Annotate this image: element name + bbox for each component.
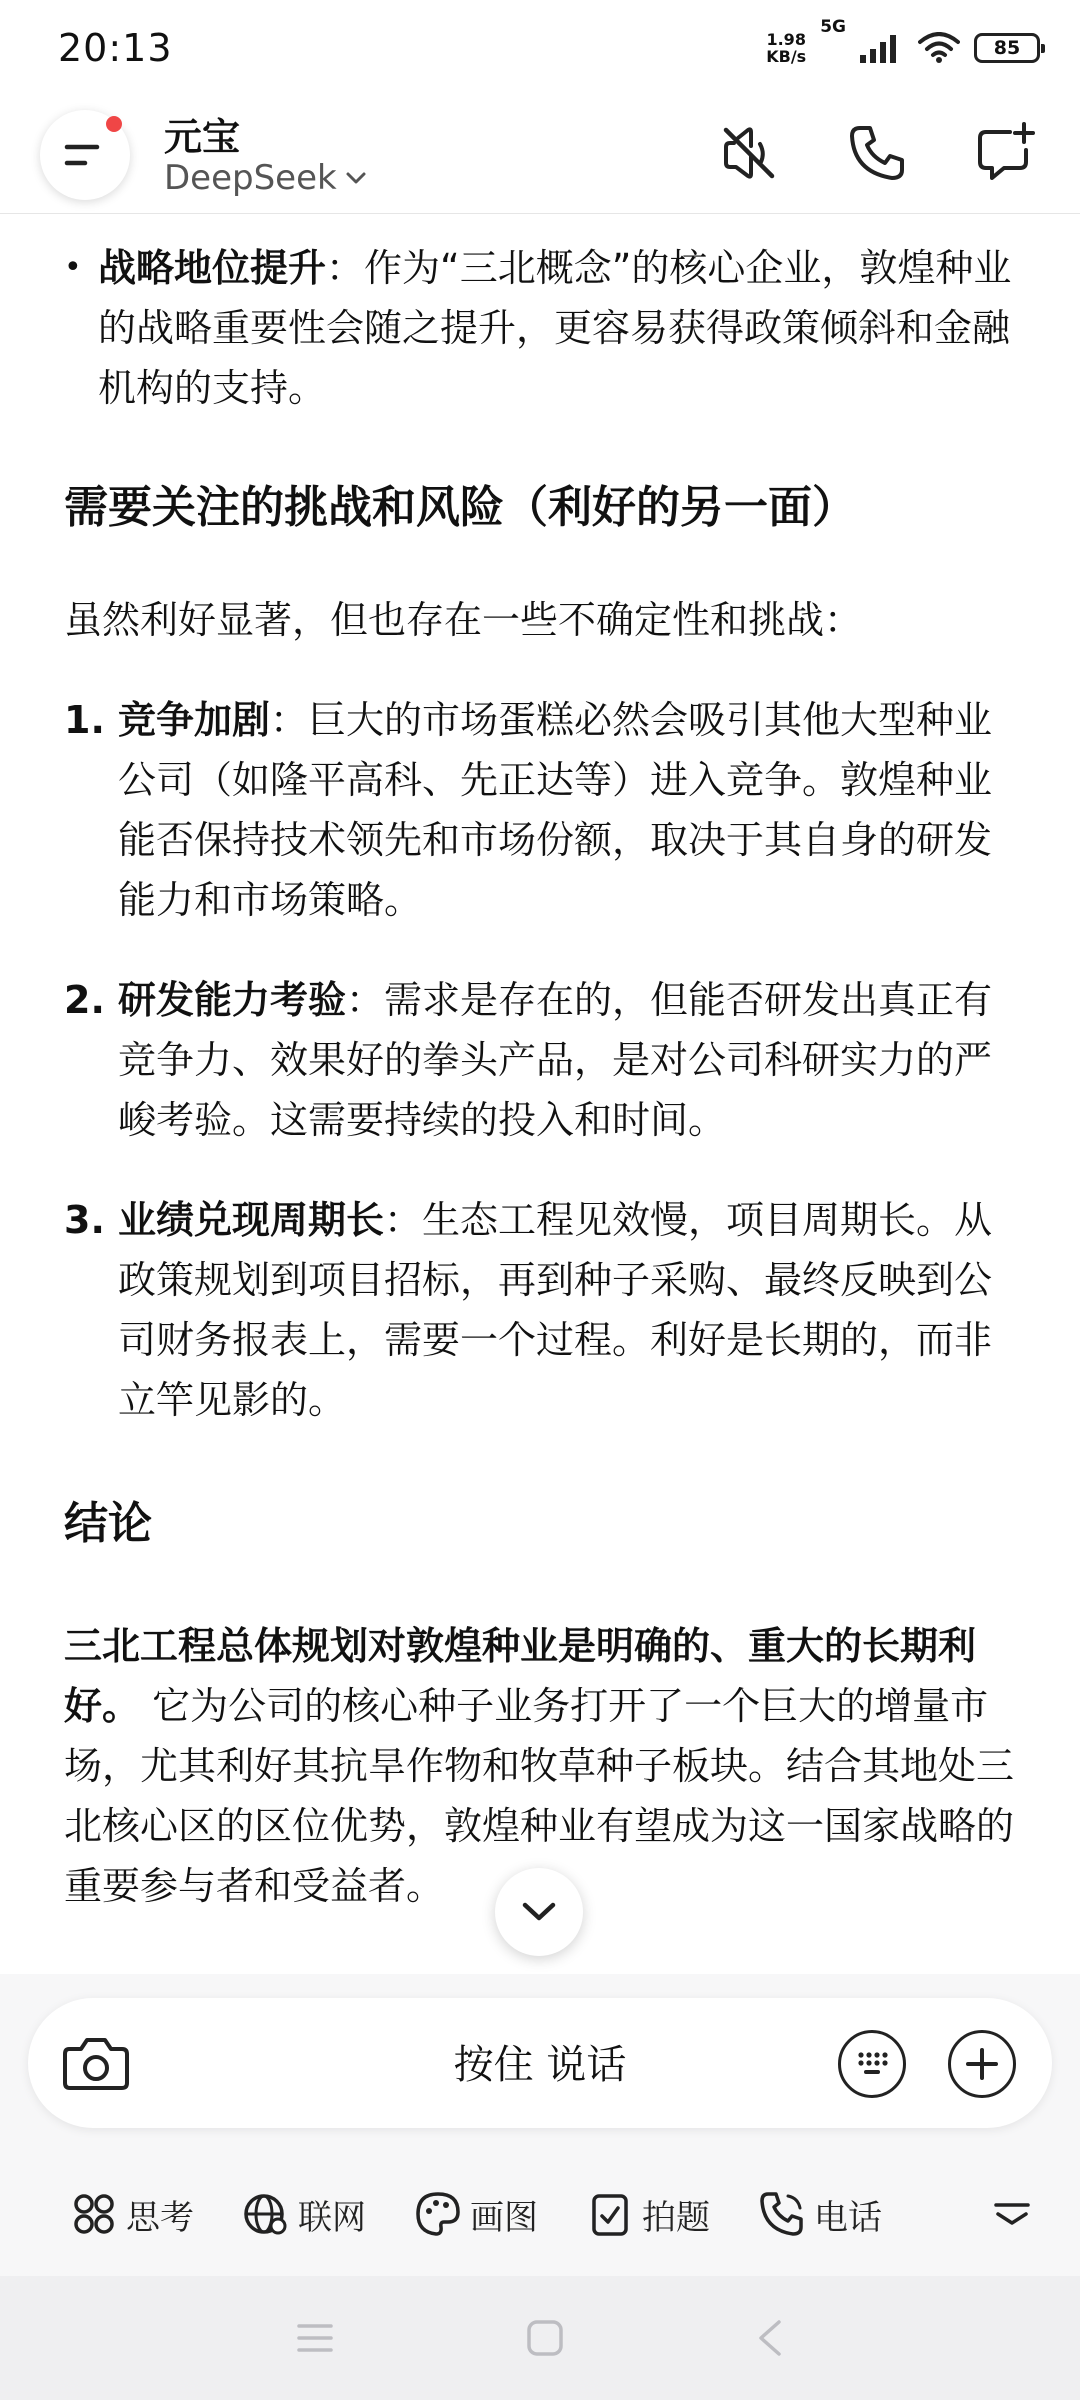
home-icon[interactable]: [525, 2318, 565, 2358]
conclusion-text: 它为公司的核心种子业务打开了一个巨大的增量市场，尤其利好其抗旱作物和牧草种子板块。结合其地处三北核心区的区位优势，敦煌种业有望成为这一国家战略的重要参与者和受益者。: [64, 1684, 1015, 1908]
model-name: DeepSeek: [164, 158, 337, 198]
collapse-tools-button[interactable]: [990, 2192, 1034, 2236]
new-chat-button[interactable]: [970, 118, 1040, 188]
notification-dot: [106, 116, 122, 132]
network-type: 5G: [820, 17, 846, 37]
list-item: [64, 1190, 1016, 1430]
tool-photo-question-label: 拍题: [642, 2197, 710, 2238]
signal-icon: [860, 33, 904, 63]
assistant-name: 元宝: [164, 115, 241, 159]
deep-think-icon: [70, 2190, 118, 2238]
message-content: [0, 214, 1080, 1974]
section-heading-conclusion: 结论: [64, 1498, 152, 1549]
tool-phone-label: 电话: [814, 2197, 882, 2238]
camera-button[interactable]: [56, 2023, 136, 2103]
plus-icon: [965, 2047, 999, 2081]
menu-icon: [63, 138, 107, 172]
network-speed-value: 1.98: [766, 30, 806, 49]
hold-to-talk-label: 按住 说话: [453, 2042, 627, 2088]
photo-question-icon: [586, 2190, 634, 2238]
phone-call-button[interactable]: [842, 118, 912, 188]
model-selector[interactable]: [164, 158, 367, 198]
recent-apps-icon[interactable]: [295, 2320, 335, 2356]
tool-draw[interactable]: [414, 2190, 538, 2239]
new-chat-icon: [974, 122, 1036, 184]
list-item-number: 1.: [64, 698, 105, 742]
keyboard-icon: [856, 2051, 888, 2077]
speaker-muted-icon: [718, 122, 780, 184]
input-bar: [28, 1998, 1052, 2128]
status-bar: [0, 0, 1080, 96]
list-item: [64, 690, 1016, 930]
composer-area: [0, 1974, 1080, 2276]
network-speed: [766, 31, 806, 65]
tool-web[interactable]: [242, 2190, 366, 2239]
list-item-number: 2.: [64, 978, 105, 1022]
mute-voice-button[interactable]: [714, 118, 784, 188]
phone-call-icon: [758, 2190, 806, 2238]
status-time: 20:13: [58, 26, 173, 70]
globe-icon: [242, 2190, 290, 2238]
section-heading-risks: 需要关注的挑战和风险（利好的另一面）: [64, 482, 856, 533]
menu-button[interactable]: [40, 110, 130, 200]
tool-think-label: 思考: [126, 2197, 194, 2238]
collapse-icon: [992, 2199, 1032, 2229]
camera-icon: [61, 2033, 131, 2093]
network-speed-unit: KB/s: [766, 47, 807, 66]
palette-icon: [414, 2190, 462, 2238]
tool-web-label: 联网: [298, 2197, 366, 2238]
status-icons: [766, 17, 1040, 66]
bullet-item-strategic-position: [64, 238, 1016, 418]
list-item-text: ：生态工程见效慢，项目周期长。从政策规划到项目招标，再到种子采购、最终反映到公司财务报表上，需要一个过程。利好是长期的，而非立竿见影的。: [118, 1198, 993, 1422]
section-intro: 虽然利好显著，但也存在一些不确定性和挑战：: [64, 598, 863, 642]
list-item-number: 3.: [64, 1198, 105, 1242]
battery-icon: [974, 33, 1040, 63]
tool-think[interactable]: [70, 2190, 194, 2239]
conclusion-lead: 三北工程总体规划对敦煌种业是明确的、重大的长期利好。: [64, 1624, 977, 1728]
bullet-item-text: ：作为“三北概念”的核心企业，敦煌种业的战略重要性会随之提升，更容易获得政策倾斜和金融机构的支持。: [98, 246, 1012, 410]
chevron-down-icon: [521, 1901, 557, 1923]
tool-row: [0, 2178, 1080, 2250]
back-icon[interactable]: [755, 2318, 785, 2358]
tool-photo-question[interactable]: [586, 2190, 710, 2239]
scroll-to-bottom-button[interactable]: [495, 1868, 583, 1956]
tool-draw-label: 画图: [470, 2197, 538, 2238]
tool-phone[interactable]: [758, 2190, 882, 2239]
list-item-title: 业绩兑现周期长: [118, 1198, 385, 1242]
chevron-down-icon: [345, 171, 367, 185]
list-item-title: 竞争加剧: [118, 698, 271, 742]
bullet-item-title: 战略地位提升: [98, 246, 327, 290]
list-item-text: ：需求是存在的，但能否研发出真正有竞争力、效果好的拳头产品，是对公司科研实力的严峻考验。这需要持续的投入和时间。: [118, 978, 993, 1142]
phone-icon: [846, 122, 908, 184]
add-attachment-button[interactable]: [948, 2030, 1016, 2098]
header-actions: [714, 118, 1040, 188]
list-item-text: ：巨大的市场蛋糕必然会吸引其他大型种业公司（如隆平高科、先正达等）进入竞争。敦煌种业能否保持技术领先和市场份额，取决于其自身的研发能力和市场策略。: [118, 698, 993, 922]
keyboard-toggle-button[interactable]: [838, 2030, 906, 2098]
hold-to-talk-button[interactable]: [178, 1998, 812, 2128]
list-item: [64, 970, 1016, 1150]
wifi-icon: [918, 32, 960, 64]
system-nav-bar: [0, 2276, 1080, 2400]
battery-level: 85: [993, 37, 1021, 59]
list-item-title: 研发能力考验: [118, 978, 347, 1022]
chat-header: [0, 96, 1080, 214]
